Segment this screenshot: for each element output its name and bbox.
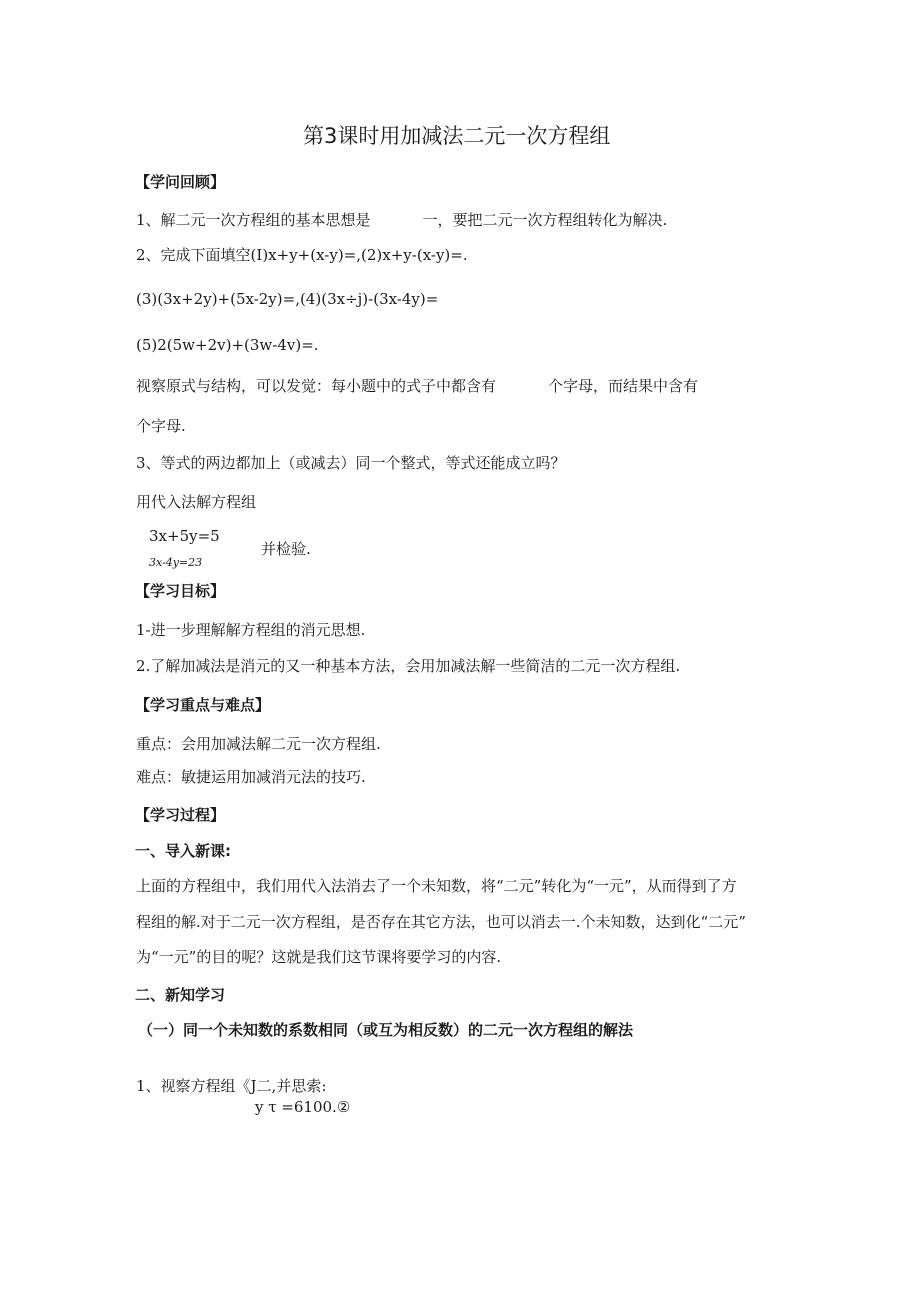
check-instruction: 并检验. [261, 540, 311, 558]
intro-paragraph-line-3: 为“一元”的目的呢？这就是我们这节课将要学习的内容. [136, 948, 502, 966]
equation-system-line-1: 3x+5y=5 [149, 527, 220, 545]
intro-paragraph-line-1: 上面的方程组中，我们用代入法消去了一个未知数，将“二元”转化为“一元”，从而得到了方 [136, 877, 737, 895]
focus-key-point: 重点：会用加减法解二元一次方程组. [136, 735, 381, 753]
review-q2: 2、完成下面填空(I)x+y+(x-y)=,(2)x+y-(x-y)=. [136, 246, 468, 264]
review-q2-line-b: (3)(3x+2y)+(5x-2y)=,(4)(3x÷j)-(3x-4y)= [136, 290, 439, 308]
intro-paragraph-line-2: 程组的解.对于二元一次方程组，是否存在其它方法，也可以消去一.个未知数，达到化“二元” [136, 913, 746, 931]
process-heading: 【学习过程】 [135, 806, 226, 824]
goal-item-1: 1-进一步理解解方程组的消元思想. [136, 621, 366, 639]
review-q2-line-c: (5)2(5w+2v)+(3w-4v)=. [136, 336, 319, 354]
review-q1 [136, 210, 667, 230]
review-observe [136, 376, 698, 396]
review-q3: 3、等式的两边都加上（或减去）同一个整式，等式还能成立吗？ [136, 454, 566, 472]
section-new-knowledge-heading: 二、新知学习 [135, 986, 226, 1004]
focus-difficult-point: 难点：敏捷运用加减消元法的技巧. [136, 768, 366, 786]
review-q1-part-a: 1、解二元一次方程组的基本思想是 [136, 211, 371, 229]
observe-system-prompt: 1、视察方程组《J二,并思索: [136, 1077, 327, 1095]
review-observe-part-a: 视察原式与结构，可以发觉：每小题中的式子中都含有 [136, 377, 497, 395]
section-intro-heading: 一、导入新课: [135, 842, 231, 860]
page-title: 第3课时用加减法二元一次方程组 [303, 124, 611, 148]
equation-system-line-2: 3x-4y=23 [149, 556, 203, 569]
observe-system-equation: y τ =6100.② [255, 1098, 351, 1116]
review-q1-part-b: 一，要把二元一次方程组转化为解决. [422, 211, 668, 229]
review-heading: 【学问回顾】 [135, 173, 226, 191]
goals-heading: 【学习目标】 [135, 582, 226, 600]
focus-heading: 【学习重点与难点】 [135, 696, 271, 714]
subsection-1-heading: （一）同一个未知数的系数相同（或互为相反数）的二元一次方程组的解法 [138, 1021, 634, 1039]
review-observe-part-b: 个字母，而结果中含有 [548, 377, 699, 395]
substitution-prompt: 用代入法解方程组 [136, 493, 257, 511]
goal-item-2: 2.了解加减法是消元的又一种基本方法，会用加减法解一些简洁的二元一次方程组. [136, 657, 681, 675]
review-observe-line-c: 个字母. [136, 417, 186, 435]
